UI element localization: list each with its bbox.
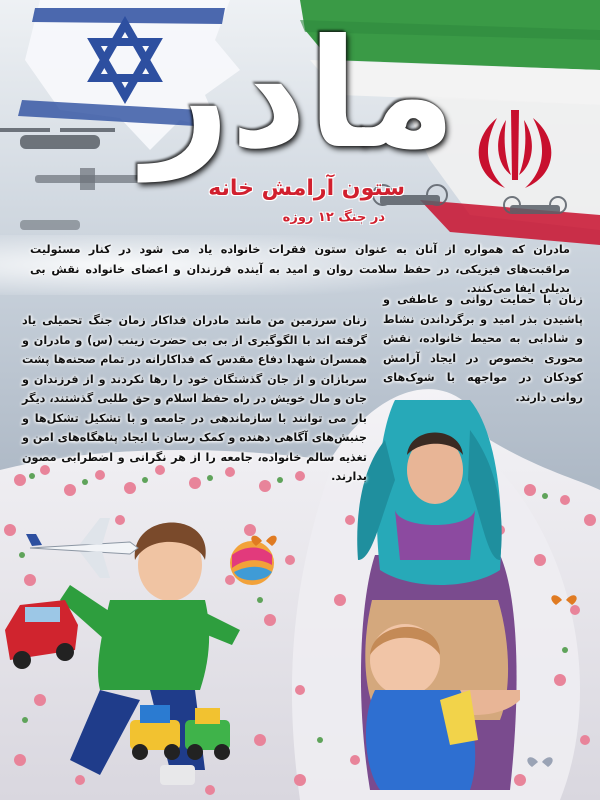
intro-paragraph: مادران که همواره از آنان به عنوان ستون فقرات خانواده یاد می شود در کنار مسئولیت مراقبت‌های فیزیکی، در حفظ سلامت روان و امید به آینده فرزندان و اعضای خانواده نقش بی بدیلی ایفا می‌کنند. bbox=[30, 243, 570, 295]
women-support-paragraph: زنان با حمایت روانی و عاطفی و پاشیدن بذر امید و برگرداندن نشاط و شادابی به محیط خانواده، نقش محوری بخصوص در ایجاد آرامش کودکان در مواجهه با شوک‌های روانی دارند. bbox=[383, 293, 583, 404]
poster-subtitle-secondary: در جنگ ۱۲ روزه bbox=[282, 210, 385, 225]
women-sacrifice-paragraph: زنان سرزمین من مانند مادران فداکار زمان جنگ تحمیلی یاد گرفته اند با الگوگیری از بی بی حضرت زینب (س) و مادران و همسران شهدا دفاع مقدس که فداکارانه در تمام صحنه‌ها پشت سربازان و از جان گذشتگان خود را رها نکردند و از فرزندان و جان و مال خویش در راه حفظ اسلام و حق طلبی گذشتند، دیگر بار می توانند با سازماندهی در جامعه و با تشکیل تشکل‌ها و جنبش‌های آگاهی دهنده و کمک رسان با ایجاد پناهگاه‌های امن و تغذیه سالم خانواده، جامعه را از هر نگرانی و اضطرابی مصون بدارند. bbox=[22, 314, 367, 483]
poster-subtitle: ستون آرامش خانه bbox=[208, 176, 405, 201]
ball-icon bbox=[230, 541, 274, 585]
poster-title: مادر bbox=[143, 8, 457, 182]
